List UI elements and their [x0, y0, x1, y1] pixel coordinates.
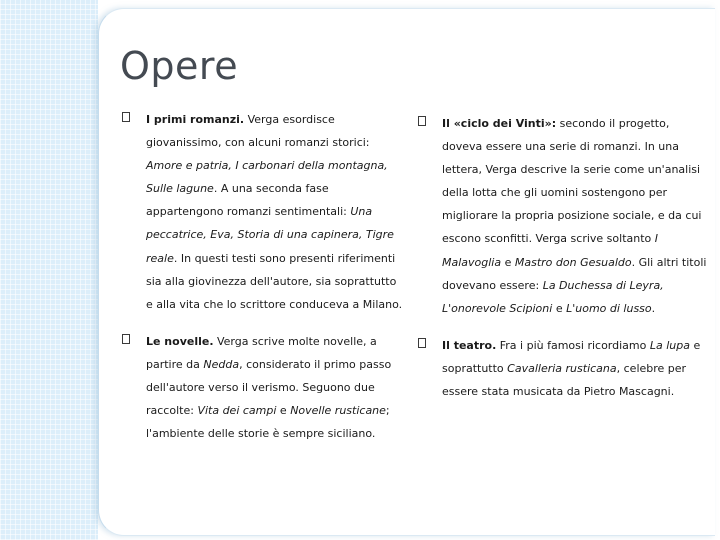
slide-title: Opere [120, 44, 239, 88]
italic-title-text: Nedda [203, 358, 240, 372]
italic-title-text: Vita dei campi [197, 404, 277, 418]
bullet-square-icon [418, 338, 426, 348]
bullet-lead: I primi romanzi. [146, 113, 245, 126]
italic-title-text: L'uomo di lusso [566, 301, 652, 315]
body-text: Fra i più famosi ricordiamo [496, 339, 650, 352]
body-text: , celebre per essere stata musicata da Pietro Mascagni. [442, 362, 687, 399]
body-text: . A una seconda fase appartengono romanzi sentimentali: [146, 182, 351, 219]
body-text: . [651, 301, 656, 315]
bullet-primi-romanzi [122, 108, 404, 316]
italic-title-text: Mastro don Gesualdo [514, 255, 632, 269]
bullet-lead: Il teatro. [442, 339, 497, 352]
italic-title-text: I Malavoglia [442, 232, 659, 269]
bullet-text [146, 330, 404, 445]
body-text: e soprattutto [442, 339, 701, 376]
body-text: e [276, 404, 291, 418]
bullet-square-icon [122, 334, 130, 344]
italic-title-text: Una peccatrice, Eva, Storia di una capinera, Tigre reale [146, 205, 394, 265]
bullet-novelle [122, 330, 404, 445]
bullet-teatro [418, 334, 708, 403]
bullet-text [442, 334, 708, 403]
italic-title-text: Novelle rusticane [290, 404, 386, 418]
italic-title-text: Amore e patria, I carbonari della montagna, Sulle lagune [146, 159, 388, 196]
body-text: e [552, 301, 567, 315]
bullet-ciclo-dei-vinti [418, 112, 708, 320]
italic-title-text: La Duchessa di Leyra, L'onorevole Scipioni [442, 278, 664, 315]
bullet-square-icon [418, 116, 426, 126]
body-text: , considerato il primo passo dell'autore verso il verismo. Seguono due raccolte: [146, 358, 392, 418]
bullet-text [146, 108, 404, 316]
left-decorative-band [0, 0, 98, 540]
bullet-square-icon [122, 112, 130, 122]
bullet-lead: Le novelle. [146, 335, 214, 348]
body-text: Verga scrive molte novelle, a partire da [146, 335, 377, 372]
bullet-lead: Il «ciclo dei Vinti»: [442, 117, 557, 130]
bullet-text [442, 112, 708, 320]
italic-title-text: La lupa [649, 339, 690, 352]
body-text: ; l'ambiente delle storie è sempre siciliano. [146, 404, 390, 441]
body-text: Verga esordisce giovanissimo, con alcuni romanzi storici: [146, 113, 370, 150]
body-text: . In questi testi sono presenti riferimenti sia alla giovinezza dell'autore, sia soprattutto e alla vita che lo scrittore conduceva a Milano. [146, 251, 403, 311]
italic-title-text: Cavalleria rusticana [507, 362, 617, 376]
body-text: . Gli altri titoli dovevano essere: [442, 255, 707, 292]
body-text: e [501, 255, 515, 269]
body-text: secondo il progetto, doveva essere una serie di romanzi. In una lettera, Verga descrive la serie come un'analisi della lotta che gli uomini sostengono per migliorare la propria posizione sociale, e da cui escono sconfitti. Verga scrive soltanto [442, 117, 702, 246]
